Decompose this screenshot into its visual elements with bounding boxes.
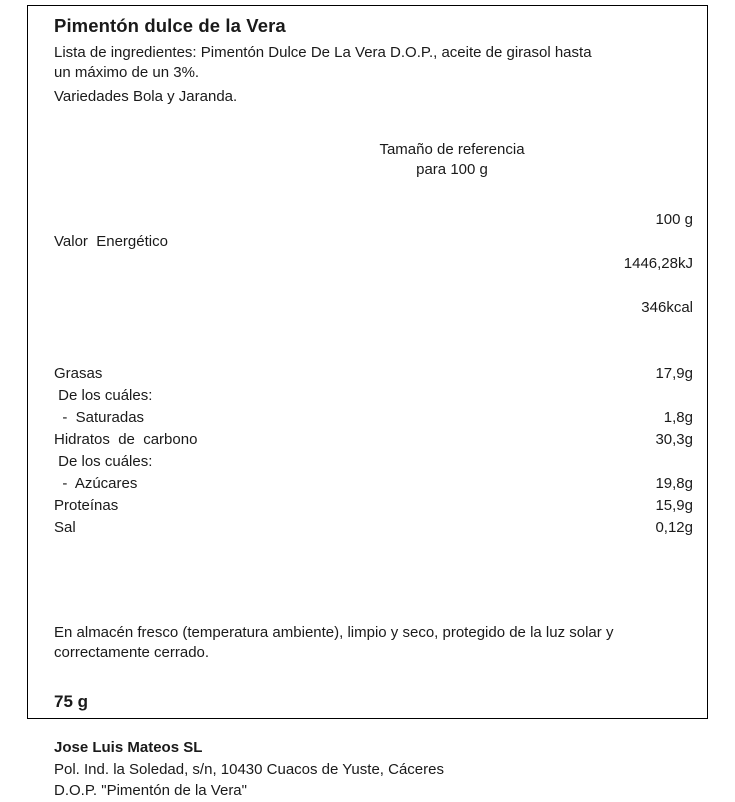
nutrition-label: - Azúcares [54, 475, 138, 493]
nutrition-value: 1,8g [663, 408, 693, 426]
table-row [54, 495, 693, 517]
reference-size-line-2: para 100 g [416, 160, 488, 178]
table-row [54, 473, 693, 495]
nutrition-label: De los cuáles: [54, 386, 153, 404]
nutrition-table [54, 209, 693, 540]
varieties-text: Variedades Bola y Jaranda. [54, 87, 238, 105]
ingredients-line-1: Lista de ingredientes: Pimentón Dulce De La Vera D.O.P., aceite de girasol hasta [54, 44, 592, 62]
ingredients-line-2: un máximo de un 3%. [54, 63, 200, 81]
reference-size-line-1: Tamaño de referencia [379, 140, 525, 158]
nutrition-value: 19,8g [655, 475, 693, 493]
table-row [54, 407, 693, 429]
company-name: Jose Luis Mateos SL [54, 738, 203, 756]
storage-line-1: En almacén fresco (temperatura ambiente), limpio y seco, protegido de la luz solar [54, 624, 602, 642]
nutrition-label [54, 209, 476, 231]
reference-size-header [347, 141, 557, 178]
nutrition-value [476, 385, 693, 407]
company-info [54, 737, 693, 802]
table-row [54, 517, 693, 539]
nutrition-value [476, 451, 693, 473]
nutrition-value: 15,9g [655, 497, 693, 515]
table-row [54, 363, 693, 385]
label-content [54, 14, 693, 802]
storage-instructions [54, 623, 693, 664]
nutrition-label: De los cuáles: [54, 453, 153, 471]
product-label-frame [27, 5, 708, 800]
nutrition-label: Grasas [54, 364, 103, 382]
net-weight: 75 g [54, 691, 89, 711]
nutrition-column-header: 100 g [655, 210, 693, 228]
nutrition-value-kcal: 346kcal [641, 298, 693, 316]
nutrition-label: Proteínas [54, 497, 119, 515]
nutrition-value: 0,12g [655, 519, 693, 537]
nutrition-value: 17,9g [655, 364, 693, 382]
page-title: Pimentón dulce de la Vera [54, 15, 286, 36]
storage-line-2: y correctamente cerrado. [54, 624, 614, 662]
nutrition-value [476, 231, 693, 363]
nutrition-label: Valor Energético [54, 232, 168, 250]
company-address: Pol. Ind. la Soledad, s/n, 10430 Cuacos de Yuste, Cáceres [54, 761, 444, 779]
ingredients-text [54, 43, 684, 83]
nutrition-value: 30,3g [655, 430, 693, 448]
nutrition-label: - Saturadas [54, 408, 145, 426]
nutrition-value-kj: 1446,28kJ [623, 254, 693, 272]
table-row [54, 451, 693, 473]
table-row [54, 429, 693, 451]
table-row [54, 209, 693, 231]
company-dop: D.O.P. "Pimentón de la Vera" [54, 782, 247, 800]
table-row [54, 231, 693, 363]
nutrition-section [54, 141, 693, 540]
table-row [54, 385, 693, 407]
nutrition-label: Hidratos de carbono [54, 430, 198, 448]
nutrition-label: Sal [54, 519, 76, 537]
